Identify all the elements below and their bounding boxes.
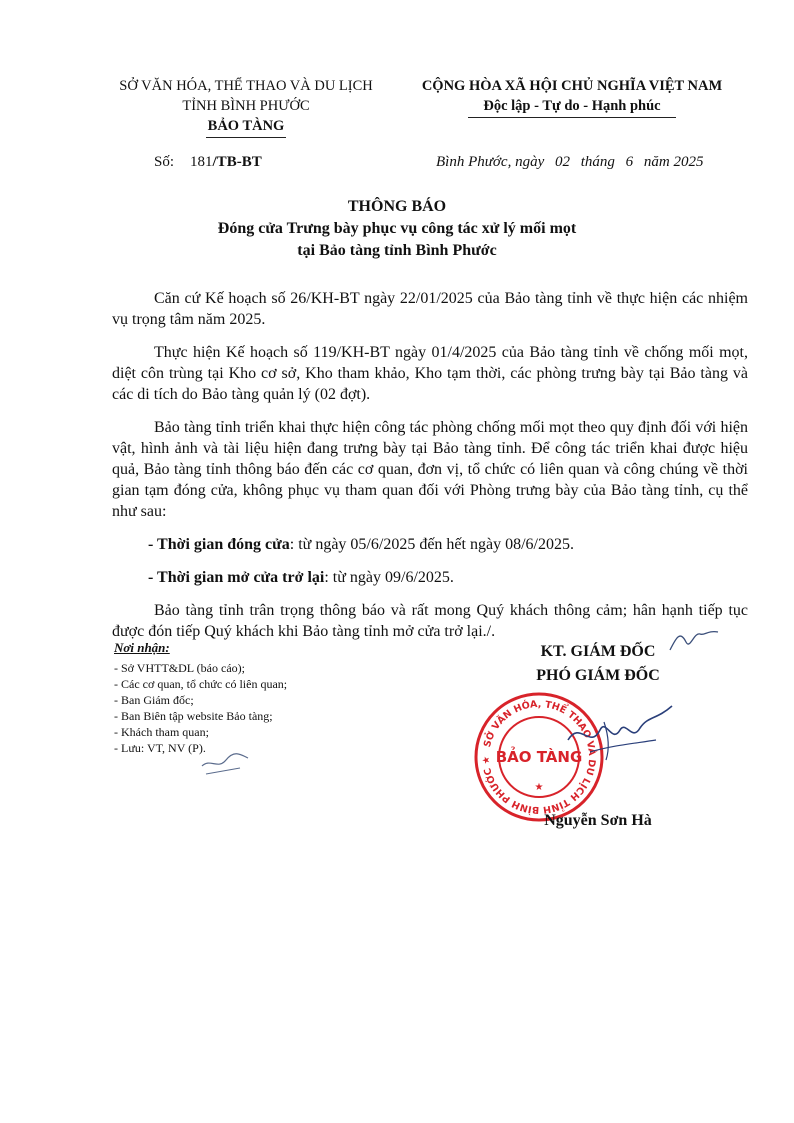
signer-name: Nguyễn Sơn Hà [544, 812, 652, 829]
closing-time-label: - Thời gian đóng cửa [148, 536, 290, 553]
recipients-heading: Nơi nhận: [114, 640, 170, 655]
paragraph-implementation: Bảo tàng tỉnh triển khai thực hiện công tác phòng chống mối mọt theo quy định đối với hiện vật, hình ảnh và tài liệu hiện đang trưng bày tại Bảo tàng tỉnh. Để công tác triển khai được hiệu quả, Bảo tàng tỉnh thông báo đến các cơ quan, đơn vị, tổ chức có liên quan và công chúng về thời gian tạm đóng cửa, không phục vụ tham quan đối với Phòng trưng bày của Bảo tàng tỉnh, cụ thể như sau: [112, 419, 748, 520]
paragraph-basis: Căn cứ Kế hoạch số 26/KH-BT ngày 22/01/2025 của Bảo tàng tỉnh về thực hiện các nhiệm vụ trọng tâm năm 2025. [112, 290, 748, 328]
national-motto: Độc lập - Tự do - Hạnh phúc [483, 98, 661, 114]
paragraph-plan: Thực hiện Kế hoạch số 119/KH-BT ngày 01/4/2025 của Bảo tàng tỉnh về chống mối mọt, diệt côn trùng tại Kho cơ sở, Kho tham khảo, Kho tạm thời, các phòng trưng bày tại Bảo tàng và các di tích do Bảo tàng quản lý (02 đợt). [112, 344, 748, 403]
closing-time-text: : từ ngày 05/6/2025 đến hết ngày 08/6/2025. [289, 536, 574, 553]
seal-center-text: BẢO TÀNG [495, 748, 583, 766]
recipient-item: - Sở VHTT&DL (báo cáo); [114, 661, 245, 675]
recipients-block [114, 640, 414, 756]
agency-line-2: TỈNH BÌNH PHƯỚC [182, 98, 310, 114]
recipient-item: - Các cơ quan, tổ chức có liên quan; [114, 677, 288, 691]
document-number [154, 154, 262, 171]
agency-underline [206, 137, 286, 138]
so-number: 181 [190, 154, 213, 170]
recipient-item: - Ban Giám đốc; [114, 693, 194, 707]
recipient-item: - Ban Biên tập website Bảo tàng; [114, 709, 273, 723]
notice-subject-line-2: tại Bảo tàng tỉnh Bình Phước [297, 242, 497, 259]
national-header-block [402, 76, 742, 118]
reopening-time-item [112, 567, 748, 588]
paragraph-closing: Bảo tàng tỉnh trân trọng thông báo và rất mong Quý khách thông cảm; hân hạnh tiếp tục được đón tiếp Quý khách khi Bảo tàng tỉnh mở cửa trở lại./. [112, 602, 748, 640]
date-month: 6 [625, 154, 634, 170]
signature-role-1: KT. GIÁM ĐỐC [540, 643, 656, 660]
date-day: 02 [555, 154, 570, 170]
so-label: Số: [154, 154, 175, 170]
reopening-time-text: : từ ngày 09/6/2025. [324, 569, 454, 586]
motto-underline [468, 117, 676, 118]
nation-title: CỘNG HÒA XÃ HỘI CHỦ NGHĨA VIỆT NAM [421, 78, 723, 94]
so-suffix: /TB-BT [212, 154, 262, 170]
notice-body [112, 288, 748, 654]
date-year: năm 2025 [643, 154, 704, 170]
date-month-label: tháng [580, 154, 615, 170]
date-place: Bình Phước, ngày [436, 154, 545, 170]
notice-heading: THÔNG BÁO [347, 198, 447, 215]
svg-text:SỞ VĂN HÓA, THỂ THAO VÀ DU LỊC: SỞ VĂN HÓA, THỂ THAO VÀ DU LỊCH TỈNH BÌNH PHƯỚC ★ [480, 698, 598, 816]
recipient-item: - Lưu: VT, NV (P). [114, 741, 206, 755]
notice-subject-line-1: Đóng cửa Trưng bày phục vụ công tác xử lý mối mọt [217, 220, 577, 237]
initial-mark [196, 744, 256, 778]
closing-time-item [112, 534, 748, 555]
agency-unit: BẢO TÀNG [207, 118, 285, 134]
signature-role-2: PHÓ GIÁM ĐỐC [536, 667, 660, 684]
issuing-agency-block [96, 76, 396, 138]
signature-title [478, 640, 718, 688]
agency-line-1: SỞ VĂN HÓA, THỂ THAO VÀ DU LỊCH [119, 78, 373, 94]
handwritten-signature [560, 700, 680, 770]
svg-text:★: ★ [534, 782, 544, 793]
date-line [436, 154, 704, 171]
reopening-time-label: - Thời gian mở cửa trở lại [148, 569, 325, 586]
recipient-item: - Khách tham quan; [114, 725, 209, 739]
